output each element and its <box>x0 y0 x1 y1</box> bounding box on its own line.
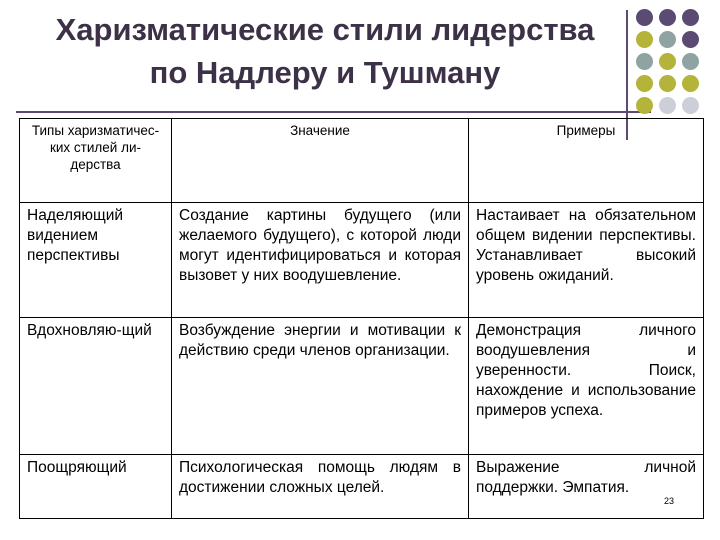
decor-dot <box>636 53 653 70</box>
decor-dot <box>636 97 653 114</box>
decor-dot <box>682 53 699 70</box>
decor-dot <box>659 31 676 48</box>
decor-dot <box>659 9 676 26</box>
slide-title <box>20 8 630 94</box>
row-3-examples: Выражение личной поддержки. Эмпатия. <box>469 455 704 519</box>
header-meaning: Значение <box>172 119 469 203</box>
decor-horizontal-line <box>16 111 651 113</box>
decor-dot <box>682 9 699 26</box>
table-row <box>20 203 704 318</box>
header-examples: Примеры <box>469 119 704 203</box>
decor-dot <box>682 97 699 114</box>
row-1-meaning: Создание картины будущего (или желаемого будущего), с которой люди могут идентифицироваться и которая вызовет у них воодушевление. <box>172 203 469 318</box>
decor-dot <box>659 53 676 70</box>
decor-dot <box>659 97 676 114</box>
leadership-styles-table <box>19 118 704 519</box>
title-line-2: по Надлеру и Тушману <box>149 55 501 90</box>
decor-dot <box>636 75 653 92</box>
table-row <box>20 318 704 455</box>
row-2-examples: Демонстрация личного воодушевления и уверенности. Поиск, нахождение и использование примеров успеха. <box>469 318 704 455</box>
decor-dot <box>636 9 653 26</box>
header-type: Типы харизматичес-ких стилей ли-дерства <box>20 119 172 203</box>
decor-dot <box>636 31 653 48</box>
row-1-examples: Настаивает на обязательном общем видении перспективы. Устанавливает высокий уровень ожиданий. <box>469 203 704 318</box>
decor-dot <box>682 31 699 48</box>
row-2-meaning: Возбуждение энергии и мотивации к действию среди членов организации. <box>172 318 469 455</box>
table-header-row <box>20 119 704 203</box>
decor-dot <box>682 75 699 92</box>
table-row <box>20 455 704 519</box>
row-3-meaning: Психологическая помощь людям в достижении сложных целей. <box>172 455 469 519</box>
title-line-1: Харизматические стили лидерства <box>55 12 595 47</box>
row-2-type: Вдохновляю-щий <box>20 318 172 455</box>
row-3-type: Поощряющий <box>20 455 172 519</box>
row-1-type: Наделяющий видением перспективы <box>20 203 172 318</box>
page-number: 23 <box>664 496 675 506</box>
decor-dot <box>659 75 676 92</box>
